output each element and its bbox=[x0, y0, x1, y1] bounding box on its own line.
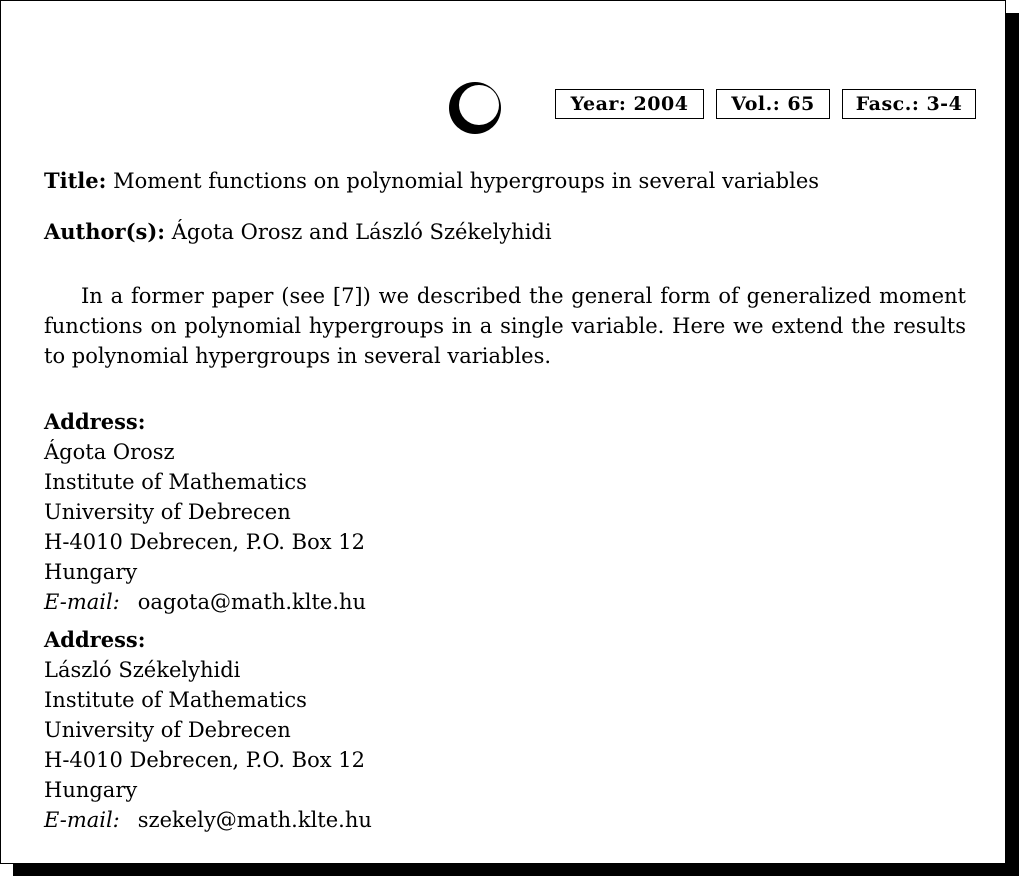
title-label: Title: bbox=[44, 168, 107, 193]
address-label: Address: bbox=[44, 627, 146, 652]
email-row bbox=[44, 805, 372, 835]
email-label: E-mail: bbox=[44, 808, 120, 832]
abstract: In a former paper (see [7]) we described the general form of generalized moment functions on polynomial hypergroups in a single variable. Here we extend the results to polynomial hypergroups in several variables. bbox=[44, 284, 966, 368]
authors-label: Author(s): bbox=[44, 219, 166, 244]
address-name: Ágota Orosz bbox=[44, 440, 175, 464]
year-badge: Year: 2004 bbox=[555, 89, 704, 119]
address-block bbox=[44, 407, 366, 617]
volume-badge: Vol.: 65 bbox=[716, 89, 830, 119]
paper-authors: Ágota Orosz and László Székelyhidi bbox=[171, 220, 552, 244]
address-country: Hungary bbox=[44, 778, 138, 802]
fascicle-badge: Fasc.: 3-4 bbox=[842, 89, 976, 119]
address-country: Hungary bbox=[44, 560, 138, 584]
email-address[interactable]: oagota@math.klte.hu bbox=[137, 590, 367, 614]
address-institute: Institute of Mathematics bbox=[44, 688, 307, 712]
address-block bbox=[44, 625, 372, 835]
email-row bbox=[44, 587, 366, 617]
address-street: H-4010 Debrecen, P.O. Box 12 bbox=[44, 748, 365, 772]
title-row bbox=[44, 168, 819, 193]
paper-title: Moment functions on polynomial hypergroups in several variables bbox=[113, 169, 820, 193]
journal-logo-icon bbox=[448, 81, 502, 135]
address-institute: Institute of Mathematics bbox=[44, 470, 307, 494]
email-label: E-mail: bbox=[44, 590, 120, 614]
email-address[interactable]: szekely@math.klte.hu bbox=[137, 808, 372, 832]
authors-row bbox=[44, 219, 552, 244]
address-university: University of Debrecen bbox=[44, 500, 291, 524]
address-street: H-4010 Debrecen, P.O. Box 12 bbox=[44, 530, 365, 554]
address-university: University of Debrecen bbox=[44, 718, 291, 742]
address-label: Address: bbox=[44, 409, 146, 434]
address-name: László Székelyhidi bbox=[44, 658, 241, 682]
